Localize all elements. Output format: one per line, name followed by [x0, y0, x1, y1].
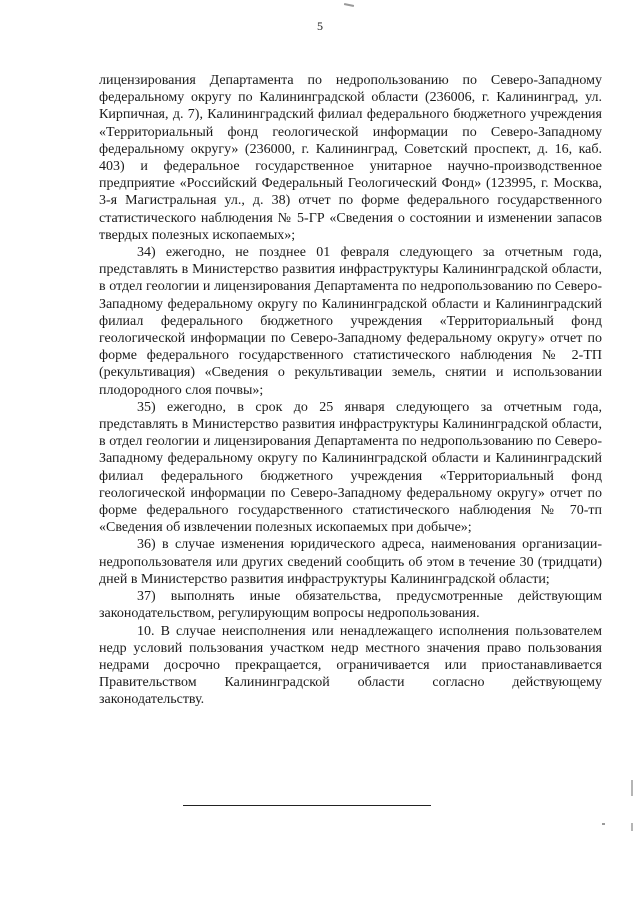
- paragraph-continuation: лицензирования Департамента по недропользованию по Северо-Западному федеральному округу по Калининградской области (236006, г. Калининград, ул. Кирпичная, д. 7), Калининградский филиал федерального бюджетного учреждения «Территориальный фонд геологической информации по Северо-Западному федеральному округу» (236000, г. Калининград, Советский проспект, д. 16, каб. 403) и федеральное государственное унитарное научно-производственное предприятие «Российский Федеральный Геологический Фонд» (123995, г. Москва, 3-я Магистральная ул., д. 38) отчет по форме федерального государственного статистического наблюдения № 5-ГР «Сведения о состоянии и изменении запасов твердых полезных ископаемых»;: [99, 73, 602, 243]
- paragraph-item-35: 35) ежегодно, в срок до 25 января следующего за отчетным года, представлять в Министерство развития инфраструктуры Калининградской области, в отдел геологии и лицензирования Департамента по недропользованию по Северо-Западному федеральному округу по Калининградской области и Калининградский филиал федерального бюджетного учреждения «Территориальный фонд геологической информации по Северо-Западному федеральному округу» отчет по форме федерального государственного статистического наблюдения № 70-тп «Сведения об извлечении полезных ископаемых при добыче»;: [99, 399, 602, 536]
- paragraph-item-10: 10. В случае неисполнения или ненадлежащего исполнения пользователем недр условий пользования участком недр местного значения право пользования недрами досрочно прекращается, ограничивается или приостанавливается Правительством Калининградской области согласно действующему законодательству.: [99, 623, 602, 708]
- paragraph-item-37: 37) выполнять иные обязательства, предусмотренные действующим законодательством, регулирующим вопросы недропользования.: [99, 589, 602, 622]
- paragraph-item-34: 34) ежегодно, не позднее 01 февраля следующего за отчетным года, представлять в Министерство развития инфраструктуры Калининградской области, в отдел геологии и лицензирования Департамента по недропользованию по Северо-Западному федеральному округу по Калининградской области и Калининградский филиал федерального бюджетного учреждения «Территориальный фонд геологической информации по Северо-Западному федеральному округу» отчет по форме федерального государственного статистического наблюдения № 2-ТП (рекультивация) «Сведения о рекультивации земель, снятии и использовании плодородного слоя почвы»;: [99, 245, 602, 398]
- paragraph-item-36: 36) в случае изменения юридического адреса, наименования организации-недропользователя или других сведений сообщить об этом в течение 30 (тридцати) дней в Министерство развития инфраструктуры Калининградской области;: [99, 537, 602, 587]
- document-body: [99, 72, 602, 709]
- scan-artifact-edge: [631, 823, 633, 831]
- scan-artifact: [344, 3, 354, 7]
- page-number: 5: [317, 19, 323, 33]
- scan-artifact-edge: [631, 780, 633, 796]
- scan-artifact-dot: [602, 823, 605, 825]
- closing-rule: [183, 805, 431, 806]
